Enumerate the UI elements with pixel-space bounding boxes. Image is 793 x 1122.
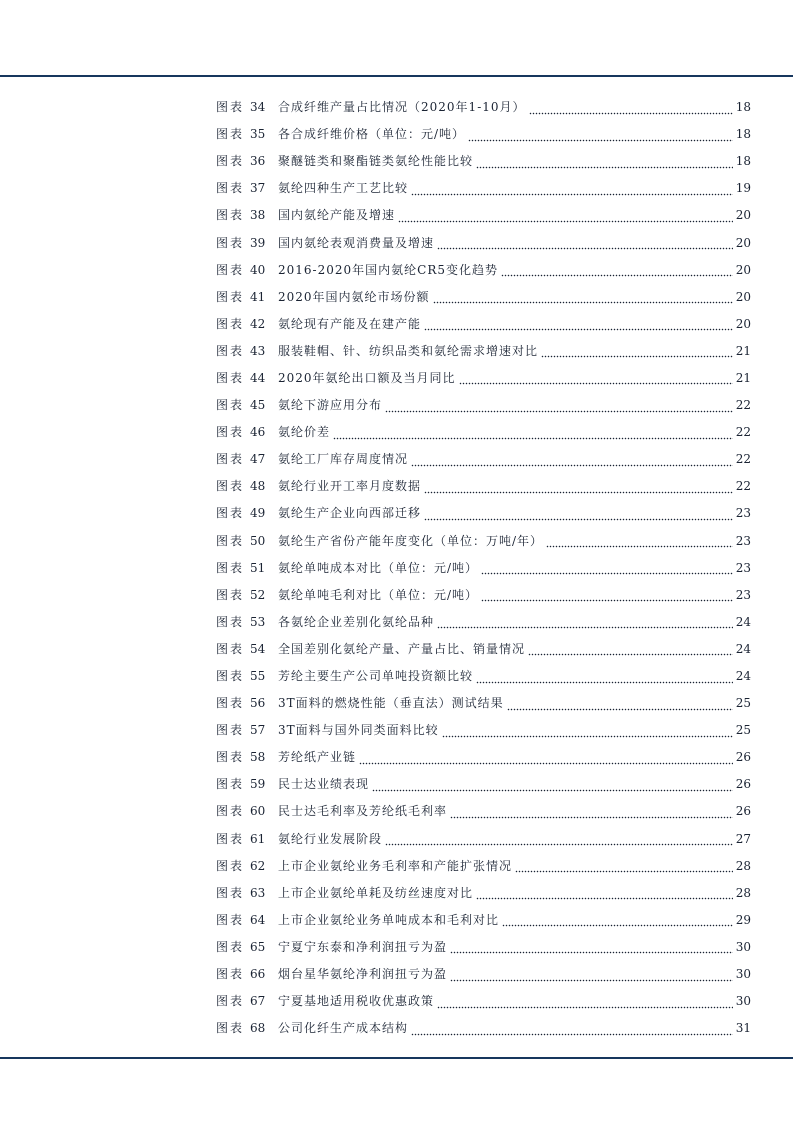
dot-leader	[476, 159, 733, 169]
figure-number: 42	[250, 316, 266, 331]
dot-leader	[333, 430, 733, 440]
toc-entry[interactable]	[216, 961, 751, 988]
figure-title: 氨纶行业发展阶段	[278, 831, 383, 846]
dot-leader	[546, 538, 733, 548]
toc-entry[interactable]	[216, 229, 751, 256]
page-number: 23	[735, 587, 751, 602]
page-number: 18	[735, 127, 751, 142]
figure-title: 上市企业氨纶业务毛利率和产能扩张情况	[278, 858, 513, 873]
dot-leader	[481, 592, 733, 602]
figure-label: 图表	[216, 560, 245, 575]
page-number: 24	[735, 614, 751, 629]
page-number: 28	[735, 885, 751, 900]
figure-label: 图表	[216, 181, 245, 196]
dot-leader	[468, 132, 733, 142]
figure-title: 3T面料与国外同类面料比较	[278, 723, 439, 738]
figure-number: 36	[250, 154, 266, 169]
figure-number: 53	[250, 614, 266, 629]
toc-entry[interactable]	[216, 94, 751, 121]
toc-entry[interactable]	[216, 1015, 751, 1042]
toc-entry[interactable]	[216, 365, 751, 392]
toc-entry[interactable]	[216, 690, 751, 717]
figure-number: 39	[250, 235, 266, 250]
figure-number: 47	[250, 452, 266, 467]
figure-number: 64	[250, 912, 266, 927]
figure-number: 49	[250, 506, 266, 521]
toc-entry[interactable]	[216, 826, 751, 853]
dot-leader	[433, 294, 733, 304]
figure-title: 氨纶现有产能及在建产能	[278, 316, 422, 331]
figure-label: 图表	[216, 939, 245, 954]
toc-entry[interactable]	[216, 446, 751, 473]
toc-entry[interactable]	[216, 555, 751, 582]
dot-leader	[541, 348, 733, 358]
figure-label: 图表	[216, 127, 245, 142]
figure-title: 芳纶主要生产公司单吨投资额比较	[278, 669, 474, 684]
figure-label: 图表	[216, 885, 245, 900]
page-number: 22	[735, 452, 751, 467]
figure-label: 图表	[216, 289, 245, 304]
dot-leader	[476, 674, 733, 684]
toc-entry[interactable]	[216, 582, 751, 609]
figure-label: 图表	[216, 533, 245, 548]
figure-title: 上市企业氨纶单耗及纺丝速度对比	[278, 885, 474, 900]
toc-entry[interactable]	[216, 338, 751, 365]
figure-label: 图表	[216, 398, 245, 413]
toc-entry[interactable]	[216, 636, 751, 663]
figure-title: 氨纶四种生产工艺比较	[278, 181, 409, 196]
toc-entry[interactable]	[216, 528, 751, 555]
figure-number: 60	[250, 804, 266, 819]
figure-title: 氨纶行业开工率月度数据	[278, 479, 422, 494]
toc-entry[interactable]	[216, 311, 751, 338]
figure-label: 图表	[216, 316, 245, 331]
figure-title: 氨纶下游应用分布	[278, 398, 383, 413]
figure-number: 50	[250, 533, 266, 548]
figure-number: 41	[250, 289, 266, 304]
page-number: 23	[735, 533, 751, 548]
figure-number: 46	[250, 425, 266, 440]
figure-title: 宁夏基地适用税收优惠政策	[278, 994, 435, 1009]
figure-title: 2020年氨纶出口额及当月同比	[278, 370, 456, 385]
toc-entry[interactable]	[216, 988, 751, 1015]
figure-title: 氨纶单吨毛利对比（单位：元/吨）	[278, 587, 479, 602]
figure-label: 图表	[216, 912, 245, 927]
dot-leader	[437, 619, 733, 629]
dot-leader	[424, 484, 733, 494]
figure-label: 图表	[216, 452, 245, 467]
figure-title: 合成纤维产量占比情况（2020年1-10月）	[278, 100, 526, 115]
figure-label: 图表	[216, 804, 245, 819]
figure-label: 图表	[216, 777, 245, 792]
figure-title: 各氨纶企业差别化氨纶品种	[278, 614, 435, 629]
figure-number: 58	[250, 750, 266, 765]
figure-number: 65	[250, 939, 266, 954]
figure-label: 图表	[216, 750, 245, 765]
page-number: 18	[735, 154, 751, 169]
page-number: 23	[735, 560, 751, 575]
toc-entry[interactable]	[216, 257, 751, 284]
figure-number: 54	[250, 641, 266, 656]
figure-label: 图表	[216, 858, 245, 873]
figure-number: 61	[250, 831, 266, 846]
page-number: 23	[735, 506, 751, 521]
figure-number: 44	[250, 370, 266, 385]
toc-entry[interactable]	[216, 202, 751, 229]
dot-leader	[442, 728, 733, 738]
dot-leader	[481, 565, 733, 575]
figure-title: 氨纶工厂库存周度情况	[278, 452, 409, 467]
figure-title: 民士达毛利率及芳纶纸毛利率	[278, 804, 448, 819]
figure-number: 68	[250, 1021, 266, 1036]
figure-title: 民士达业绩表现	[278, 777, 370, 792]
dot-leader	[437, 240, 733, 250]
toc-entry[interactable]	[216, 175, 751, 202]
page-number: 21	[735, 343, 751, 358]
figure-title: 聚醚链类和聚酯链类氨纶性能比较	[278, 154, 474, 169]
figure-number: 34	[250, 100, 266, 115]
page-number: 30	[735, 994, 751, 1009]
figure-number: 35	[250, 127, 266, 142]
figure-title: 2020年国内氨纶市场份额	[278, 289, 430, 304]
dot-leader	[450, 809, 733, 819]
figure-number: 43	[250, 343, 266, 358]
page-number: 20	[735, 262, 751, 277]
figure-label: 图表	[216, 669, 245, 684]
dot-leader	[424, 321, 733, 331]
figure-number: 59	[250, 777, 266, 792]
toc-entry[interactable]	[216, 798, 751, 825]
page-number: 30	[735, 939, 751, 954]
toc-entry[interactable]	[216, 121, 751, 148]
figure-label: 图表	[216, 994, 245, 1009]
figure-title: 各合成纤维价格（单位：元/吨）	[278, 127, 466, 142]
dot-leader	[515, 863, 733, 873]
figure-label: 图表	[216, 235, 245, 250]
toc-entry[interactable]	[216, 473, 751, 500]
dot-leader	[528, 646, 733, 656]
toc-entry[interactable]	[216, 880, 751, 907]
page-number: 22	[735, 479, 751, 494]
page-number: 31	[735, 1021, 751, 1036]
toc-entry[interactable]	[216, 500, 751, 527]
page-number: 28	[735, 858, 751, 873]
footer-rule	[0, 1057, 793, 1059]
figure-title: 国内氨纶产能及增速	[278, 208, 396, 223]
dot-leader	[437, 999, 733, 1009]
page-number: 24	[735, 669, 751, 684]
dot-leader	[502, 917, 733, 927]
figure-label: 图表	[216, 100, 245, 115]
figure-number: 52	[250, 587, 266, 602]
toc-entry[interactable]	[216, 284, 751, 311]
dot-leader	[459, 375, 733, 385]
figure-label: 图表	[216, 425, 245, 440]
figure-label: 图表	[216, 208, 245, 223]
figure-label: 图表	[216, 370, 245, 385]
page-number: 30	[735, 967, 751, 982]
dot-leader	[501, 267, 733, 277]
figure-title: 氨纶价差	[278, 425, 331, 440]
figure-label: 图表	[216, 831, 245, 846]
figure-number: 38	[250, 208, 266, 223]
figure-label: 图表	[216, 343, 245, 358]
figure-label: 图表	[216, 641, 245, 656]
figure-number: 48	[250, 479, 266, 494]
figure-title: 宁夏宁东泰和净利润扭亏为盈	[278, 939, 448, 954]
figure-label: 图表	[216, 696, 245, 711]
toc-entry[interactable]	[216, 663, 751, 690]
page-number: 20	[735, 316, 751, 331]
figure-number: 40	[250, 262, 266, 277]
dot-leader	[450, 944, 733, 954]
page-number: 25	[735, 696, 751, 711]
dot-leader	[411, 186, 733, 196]
toc-entry[interactable]	[216, 148, 751, 175]
dot-leader	[398, 213, 733, 223]
figure-title: 2016-2020年国内氨纶CR5变化趋势	[278, 262, 499, 277]
page-number: 26	[735, 750, 751, 765]
toc-entry[interactable]	[216, 907, 751, 934]
dot-leader	[372, 782, 733, 792]
toc-entry[interactable]	[216, 744, 751, 771]
figure-title: 国内氨纶表观消费量及增速	[278, 235, 435, 250]
page-number: 26	[735, 804, 751, 819]
figure-label: 图表	[216, 723, 245, 738]
figure-number: 57	[250, 723, 266, 738]
figure-title: 全国差别化氨纶产量、产量占比、销量情况	[278, 641, 526, 656]
toc-entry[interactable]	[216, 419, 751, 446]
toc-entry[interactable]	[216, 853, 751, 880]
dot-leader	[507, 701, 733, 711]
figure-title: 氨纶单吨成本对比（单位：元/吨）	[278, 560, 479, 575]
toc-entry[interactable]	[216, 392, 751, 419]
page-number: 18	[735, 100, 751, 115]
figure-label: 图表	[216, 506, 245, 521]
figure-number: 62	[250, 858, 266, 873]
page-number: 22	[735, 425, 751, 440]
figure-number: 55	[250, 669, 266, 684]
figure-title: 上市企业氨纶业务单吨成本和毛利对比	[278, 912, 500, 927]
page-number: 20	[735, 289, 751, 304]
figure-index-list	[216, 94, 751, 1042]
toc-entry[interactable]	[216, 609, 751, 636]
page-number: 24	[735, 641, 751, 656]
figure-title: 3T面料的燃烧性能（垂直法）测试结果	[278, 696, 504, 711]
figure-label: 图表	[216, 1021, 245, 1036]
dot-leader	[476, 890, 733, 900]
dot-leader	[411, 457, 733, 467]
figure-title: 氨纶生产省份产能年度变化（单位：万吨/年）	[278, 533, 544, 548]
dot-leader	[411, 1026, 733, 1036]
toc-entry[interactable]	[216, 771, 751, 798]
page-number: 21	[735, 370, 751, 385]
page-number: 26	[735, 777, 751, 792]
figure-title: 烟台星华氨纶净利润扭亏为盈	[278, 967, 448, 982]
dot-leader	[529, 105, 733, 115]
figure-number: 51	[250, 560, 266, 575]
page-number: 20	[735, 235, 751, 250]
figure-label: 图表	[216, 587, 245, 602]
figure-number: 66	[250, 967, 266, 982]
page-number: 22	[735, 398, 751, 413]
header-rule	[0, 75, 793, 77]
dot-leader	[450, 972, 733, 982]
toc-entry[interactable]	[216, 717, 751, 744]
figure-title: 公司化纤生产成本结构	[278, 1021, 409, 1036]
figure-number: 56	[250, 696, 266, 711]
page-number: 20	[735, 208, 751, 223]
figure-label: 图表	[216, 154, 245, 169]
dot-leader	[385, 403, 733, 413]
figure-number: 37	[250, 181, 266, 196]
page-number: 27	[735, 831, 751, 846]
figure-title: 芳纶纸产业链	[278, 750, 357, 765]
dot-leader	[385, 836, 733, 846]
figure-label: 图表	[216, 967, 245, 982]
figure-number: 67	[250, 994, 266, 1009]
figure-title: 服装鞋帽、针、纺织品类和氨纶需求增速对比	[278, 343, 539, 358]
toc-entry[interactable]	[216, 934, 751, 961]
dot-leader	[359, 755, 733, 765]
page-number: 19	[735, 181, 751, 196]
figure-title: 氨纶生产企业向西部迁移	[278, 506, 422, 521]
figure-label: 图表	[216, 262, 245, 277]
figure-label: 图表	[216, 614, 245, 629]
dot-leader	[424, 511, 733, 521]
page-number: 25	[735, 723, 751, 738]
page-number: 29	[735, 912, 751, 927]
figure-label: 图表	[216, 479, 245, 494]
figure-number: 45	[250, 398, 266, 413]
figure-number: 63	[250, 885, 266, 900]
